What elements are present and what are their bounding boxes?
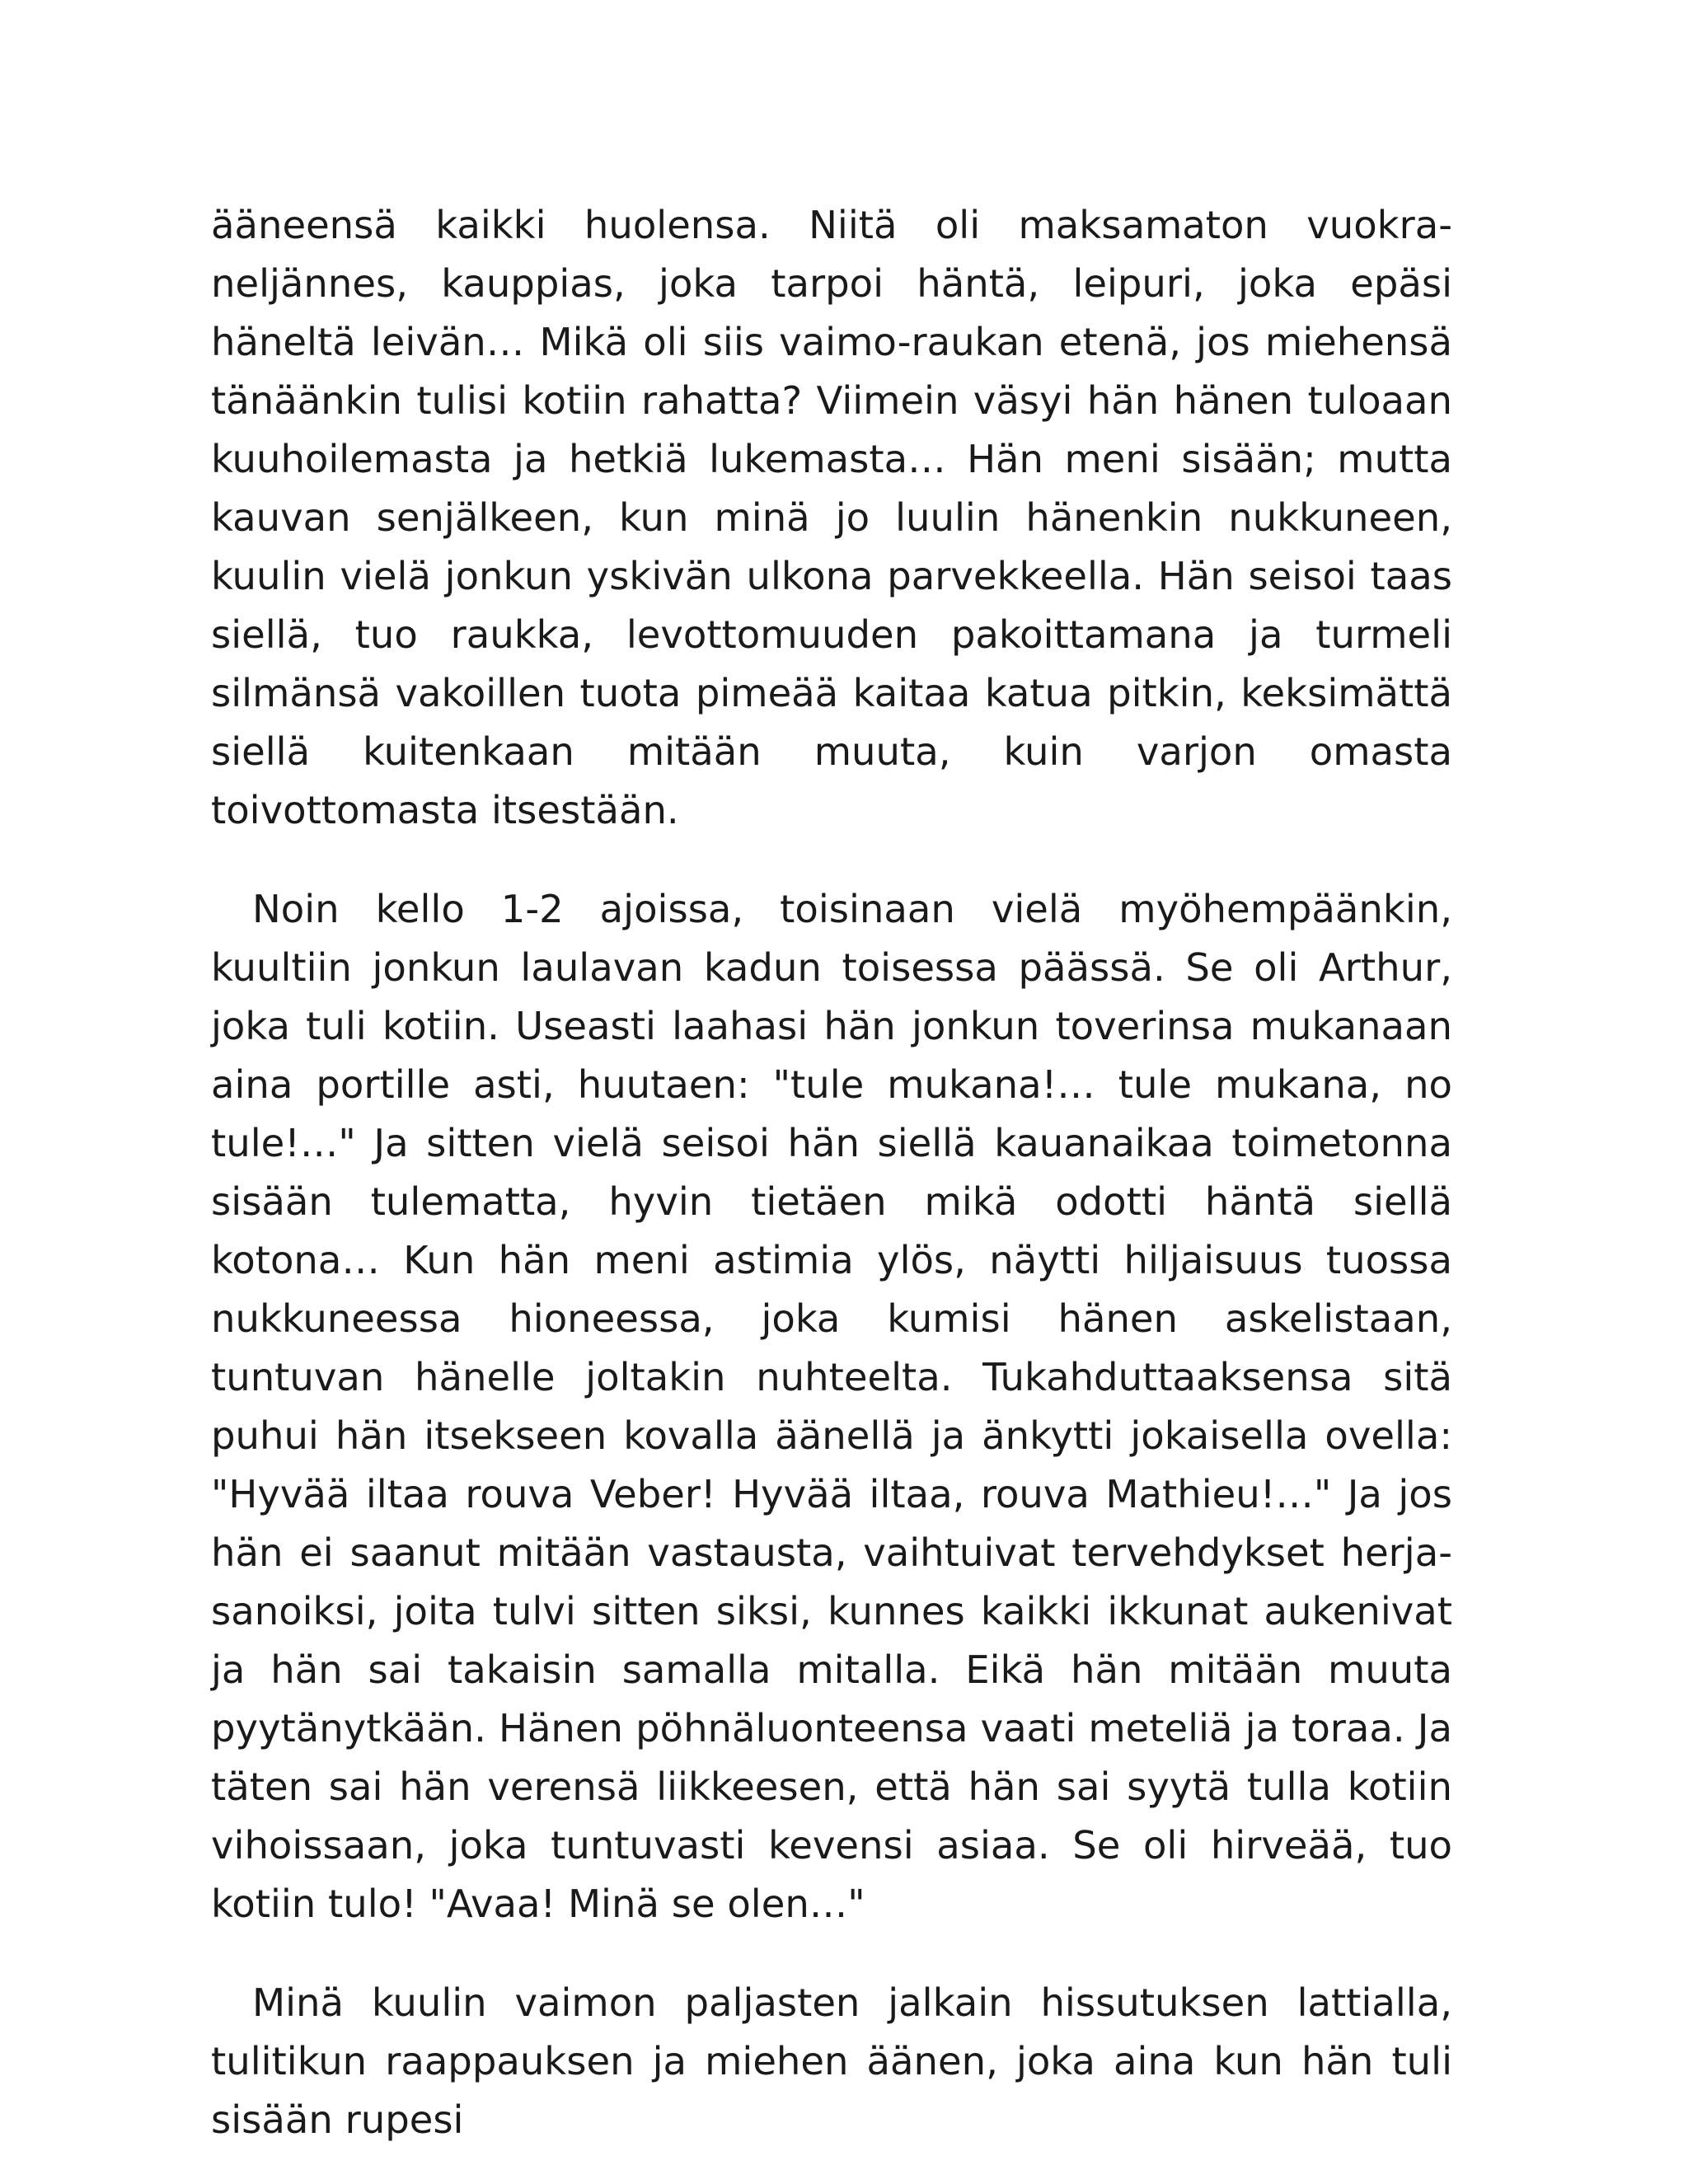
paragraph-1: ääneensä kaikki huolensa. Niitä oli maksamaton vuokra-neljännes, kauppias, joka tarpoi häntä, leipuri, joka epäsi häneltä leivän… Mikä oli siis vaimo-raukan etenä, jos miehensä tänäänkin tulisi kotiin rahatta? Viimein väsyi hän hänen tuloaan kuuhoilemasta ja hetkiä lukemasta… Hän meni sisään; mutta kauvan senjälkeen, kun minä jo luulin hänenkin nukkuneen, kuulin vielä jonkun yskivän ulkona parvekkeella. Hän seisoi taas siellä, tuo raukka, levottomuuden pakoittamana ja turmeli silmänsä vakoillen tuota pimeää kaitaa katua pitkin, keksimättä siellä kuitenkaan mitään muuta, kuin varjon omasta toivottomasta itsestään. [211,203,1452,832]
document-page [211,196,1452,2149]
paragraph-2: Noin kello 1-2 ajoissa, toisinaan vielä myöhempäänkin, kuultiin jonkun laulavan kadun toisessa päässä. Se oli Arthur, joka tuli kotiin. Useasti laahasi hän jonkun toverinsa mukanaan aina portille asti, huutaen: "tule mukana!… tule mukana, no tule!…" Ja sitten vielä seisoi hän siellä kauanaikaa toimetonna sisään tulematta, hyvin tietäen mikä odotti häntä siellä kotona… Kun hän meni astimia ylös, näytti hiljaisuus tuossa nukkuneessa hioneessa, joka kumisi hänen askelistaan, tuntuvan hänelle joltakin nuhteelta. Tukahduttaaksensa sitä puhui hän itsekseen kovalla äänellä ja änkytti jokaisella ovella: "Hyvää iltaa rouva Veber! Hyvää iltaa, rouva Mathieu!…" Ja jos hän ei saanut mitään vastausta, vaihtuivat tervehdykset herja-sanoiksi, joita tulvi sitten siksi, kunnes kaikki ikkunat aukenivat ja hän sai takaisin samalla mitalla. Eikä hän mitään muuta pyytänytkään. Hänen pöhnäluonteensa vaati meteliä ja toraa. Ja täten sai hän verensä liikkeesen, että hän sai syytä tulla kotiin vihoissaan, joka tuntuvasti kevensi asiaa. Se oli hirveää, tuo kotiin tulo! "Avaa! Minä se olen…" [211,887,1452,1926]
paragraph-3: Minä kuulin vaimon paljasten jalkain hissutuksen lattialla, tulitikun raappauksen ja miehen äänen, joka aina kun hän tuli sisään rupesi [211,1980,1452,2142]
